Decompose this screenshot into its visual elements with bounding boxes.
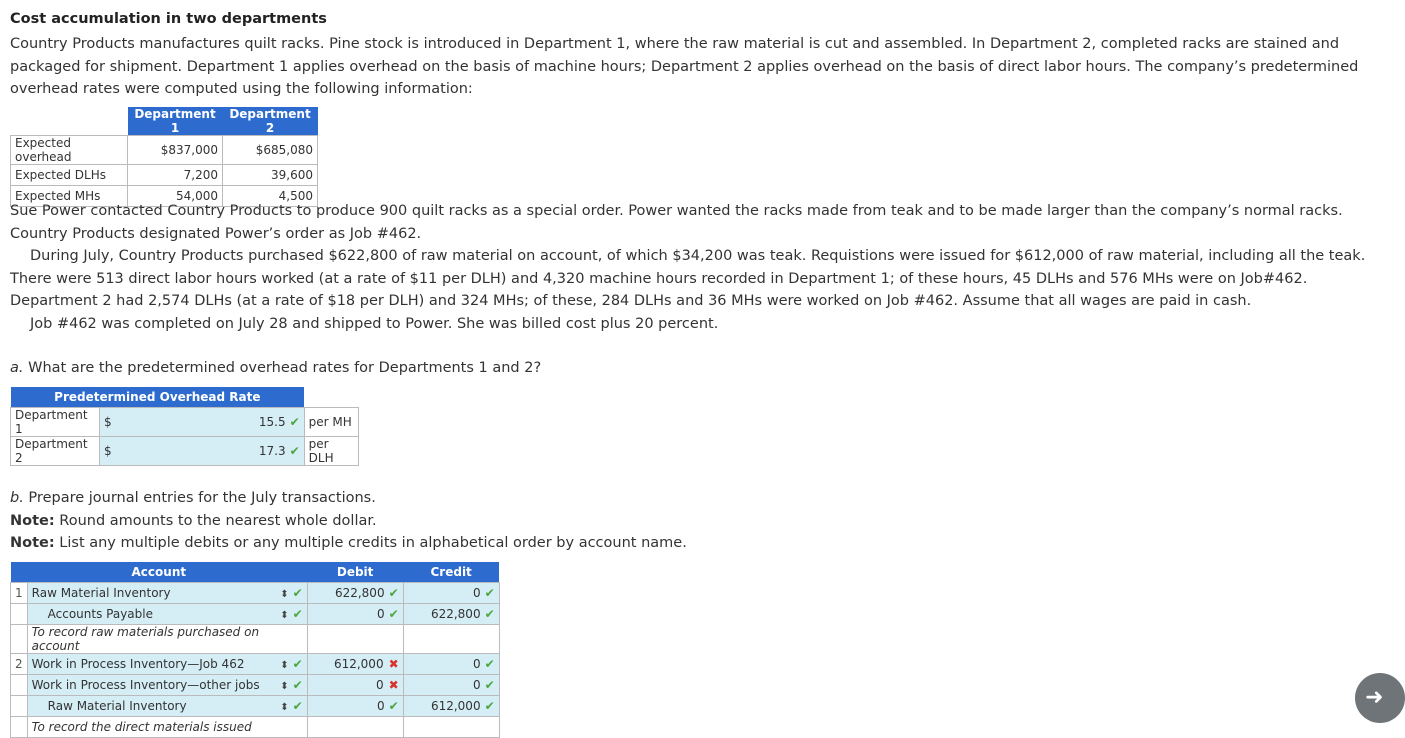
header-dept1: Department 1: [128, 107, 223, 136]
cross-icon: ✖: [388, 678, 399, 692]
updown-arrow-icon[interactable]: ⬍: [280, 660, 289, 671]
scenario-text: [10, 200, 1378, 335]
memo-text: To record raw materials purchased on account: [27, 625, 307, 654]
note-text: Round amounts to the nearest whole dollar.: [54, 512, 377, 529]
scenario-p1: Sue Power contacted Country Products to produce 900 quilt racks as a special order. Power wanted the racks made from teak and to be made larger than the company’s normal racks. Country Products designated Power’s order as Job #462.: [10, 203, 1343, 242]
table-row: [11, 654, 500, 675]
account-name: Raw Material Inventory: [31, 586, 171, 600]
cell: 4,500: [223, 186, 318, 207]
rate-label: Department 1: [11, 408, 100, 437]
cell: 54,000: [128, 186, 223, 207]
updown-arrow-icon[interactable]: ⬍: [280, 589, 289, 600]
currency: $: [100, 437, 116, 466]
check-icon: ✔: [388, 607, 399, 621]
header-blank: [304, 387, 358, 408]
account-name: Work in Process Inventory—Job 462: [31, 657, 245, 671]
cell: $837,000: [128, 136, 223, 165]
check-icon: ✔: [289, 415, 300, 429]
check-icon: ✔: [484, 699, 495, 713]
check-icon: ✔: [292, 607, 303, 621]
table-row: [11, 717, 500, 738]
note-label: Note:: [10, 535, 55, 551]
credit-value: 612,000: [430, 699, 481, 713]
debit-value: 612,000: [333, 657, 384, 671]
check-icon: ✔: [292, 678, 303, 692]
cell: 7,200: [128, 165, 223, 186]
rate-input-dept1[interactable]: [116, 408, 305, 437]
check-icon: ✔: [292, 699, 303, 713]
row-label: Expected overhead: [11, 136, 128, 165]
rate-header: Predetermined Overhead Rate: [11, 387, 305, 408]
check-icon: ✔: [484, 586, 495, 600]
debit-input[interactable]: [307, 604, 403, 625]
check-icon: ✔: [292, 586, 303, 600]
question-b-prefix: b.: [10, 490, 24, 506]
page-title: Cost accumulation in two departments: [10, 11, 327, 27]
currency: $: [100, 408, 116, 437]
header-account: Account: [11, 562, 308, 583]
account-select[interactable]: [27, 696, 271, 717]
overhead-info-table: [10, 107, 318, 207]
account-name: Work in Process Inventory—other jobs: [31, 678, 260, 692]
entry-number: [11, 696, 28, 717]
cell: $685,080: [223, 136, 318, 165]
table-row: [11, 625, 500, 654]
account-name: Raw Material Inventory: [47, 699, 187, 713]
question-a-text: What are the predetermined overhead rates for Departments 1 and 2?: [23, 360, 542, 376]
check-icon: ✔: [388, 699, 399, 713]
scenario-p3: Job #462 was completed on July 28 and shipped to Power. She was billed cost plus 20 percent.: [30, 315, 719, 332]
credit-value: 0: [472, 586, 481, 600]
debit-value: 0: [376, 607, 385, 621]
rate-unit: per MH: [304, 408, 358, 437]
note-label: Note:: [10, 512, 55, 529]
debit-input[interactable]: [307, 675, 403, 696]
table-row: [11, 437, 359, 466]
account-name: Accounts Payable: [47, 607, 153, 621]
header-dept2: Department 2: [223, 107, 318, 136]
credit-value: 622,800: [430, 607, 481, 621]
debit-value: 0: [376, 699, 385, 713]
entry-number: 1: [11, 583, 28, 604]
table-row: [11, 696, 500, 717]
journal-table: [10, 562, 500, 738]
credit-value: 0: [472, 657, 481, 671]
overhead-rate-table: [10, 387, 359, 466]
table-row: [11, 675, 500, 696]
credit-input[interactable]: [403, 654, 499, 675]
row-label: Expected DLHs: [11, 165, 128, 186]
credit-input[interactable]: [403, 604, 499, 625]
cross-icon: ✖: [388, 657, 399, 671]
table-row: [11, 165, 318, 186]
account-select[interactable]: [27, 675, 271, 696]
credit-input[interactable]: [403, 583, 499, 604]
header-credit: Credit: [403, 562, 499, 583]
credit-input[interactable]: [403, 696, 499, 717]
table-row: [11, 604, 500, 625]
scenario-p2: During July, Country Products purchased $622,800 of raw material on account, of which $34,200 was teak. Requistions were issued for $612,000 of raw material, including all the teak. There were 513 direct labor hours worked (at a rate of $11 per DLH) and 4,320 machine hours recorded in Department 1; of these hours, 45 DLHs and 576 MHs were on Job#462. Department 2 had 2,574 DLHs (at a rate of $18 per DLH) and 324 MHs; of these, 284 DLHs and 36 MHs were worked on Job #462. Assume that all wages are paid in cash.: [10, 248, 1366, 309]
memo-text: To record the direct materials issued: [27, 717, 307, 738]
account-select[interactable]: [27, 583, 271, 604]
row-label: Expected MHs: [11, 186, 128, 207]
scroll-top-icon[interactable]: ➜: [1355, 673, 1405, 723]
table-row: [11, 583, 500, 604]
credit-input[interactable]: [403, 675, 499, 696]
updown-arrow-icon[interactable]: ⬍: [280, 681, 289, 692]
table-row: [11, 408, 359, 437]
debit-value: 0: [375, 678, 384, 692]
intro-text: Country Products manufactures quilt racks. Pine stock is introduced in Department 1, where the raw material is cut and assembled. In Department 2, completed racks are stained and packaged for shipment. Department 1 applies overhead on the basis of machine hours; Department 2 applies overhead on the basis of direct labor hours. The company’s predetermined overhead rates were computed using the following information:: [10, 36, 1359, 97]
credit-value: 0: [472, 678, 481, 692]
account-select[interactable]: [27, 654, 271, 675]
debit-input[interactable]: [307, 654, 403, 675]
check-icon: ✔: [388, 586, 399, 600]
check-icon: ✔: [484, 678, 495, 692]
check-icon: ✔: [289, 444, 300, 458]
note-text: List any multiple debits or any multiple credits in alphabetical order by account name.: [54, 535, 687, 551]
rate-input-dept2[interactable]: [116, 437, 305, 466]
check-icon: ✔: [484, 657, 495, 671]
updown-arrow-icon[interactable]: ⬍: [280, 610, 289, 621]
entry-number: 2: [11, 654, 28, 675]
entry-number: [11, 675, 28, 696]
header-blank: [11, 107, 128, 136]
debit-value: 622,800: [334, 586, 385, 600]
rate-value: 15.5: [258, 415, 286, 429]
question-b: [10, 487, 1378, 555]
table-row: [11, 136, 318, 165]
cell: 39,600: [223, 165, 318, 186]
rate-unit: per DLH: [304, 437, 358, 466]
entry-number: [11, 604, 28, 625]
question-a: [10, 357, 1378, 380]
debit-input[interactable]: [307, 583, 403, 604]
question-b-text: Prepare journal entries for the July transactions.: [23, 490, 376, 506]
rate-value: 17.3: [258, 444, 286, 458]
account-select[interactable]: [27, 604, 271, 625]
rate-label: Department 2: [11, 437, 100, 466]
header-debit: Debit: [307, 562, 403, 583]
updown-arrow-icon[interactable]: ⬍: [280, 702, 289, 713]
debit-input[interactable]: [307, 696, 403, 717]
check-icon: ✔: [484, 607, 495, 621]
check-icon: ✔: [292, 657, 303, 671]
question-a-prefix: a.: [10, 360, 24, 376]
